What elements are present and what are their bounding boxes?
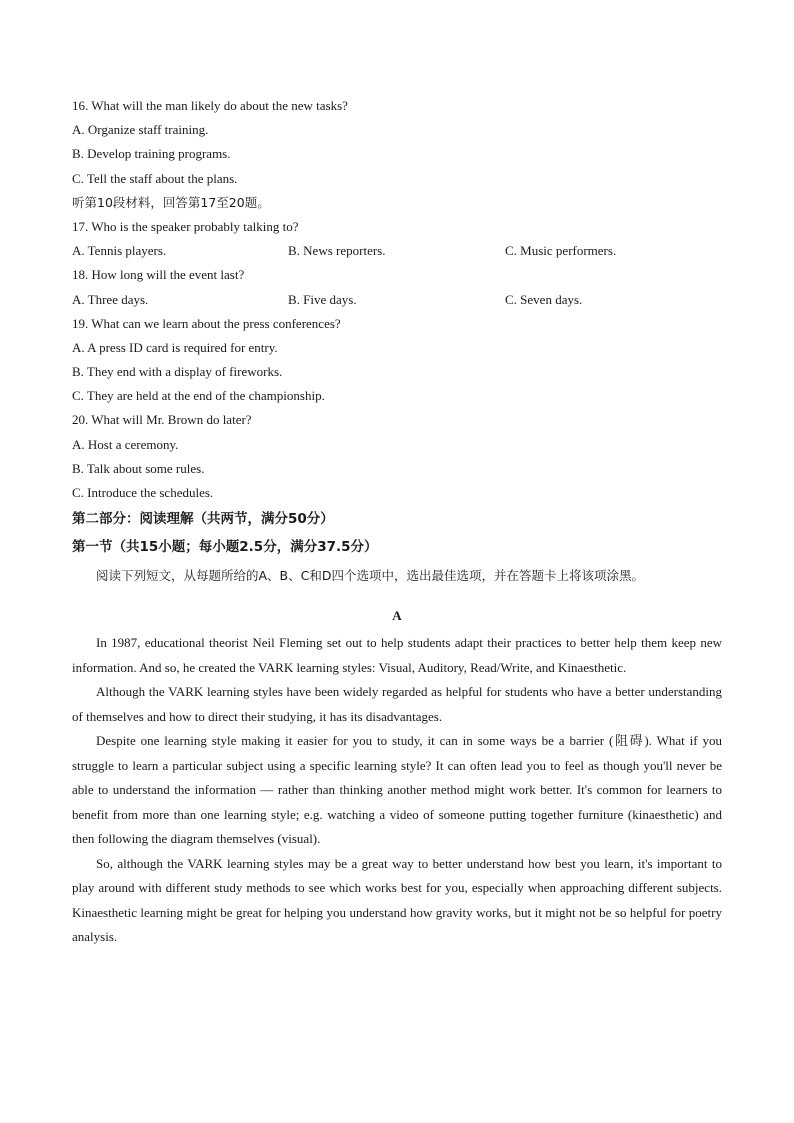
passage-paragraph: So, although the VARK learning styles may be a great way to better understand how best you learn, it's important to play around with different study methods to see which works best for you, especially when approaching different subjects. Kinaesthetic learning might be great for helping you understand how gravity works, but it might not be so helpful for poetry analysis. <box>72 855 722 945</box>
question-18-option-c: C. Seven days. <box>505 291 583 307</box>
question-18-option-a: A. Three days. <box>72 291 149 307</box>
question-16-option-a: A. Organize staff training. <box>72 122 209 138</box>
part-2-heading: 第二部分：阅读理解（共两节，满分50分） <box>72 511 334 528</box>
question-20-stem: 20. What will Mr. Brown do later? <box>72 412 252 428</box>
passage-paragraph: In 1987, educational theorist Neil Fleming set out to help students adapt their practices to better help them keep new information. And so, he created the VARK learning styles: Visual, Auditory, Read/Write, and Kinaesthetic. <box>72 635 722 675</box>
question-20-option-c: C. Introduce the schedules. <box>72 485 214 500</box>
question-17-option-c: C. Music performers. <box>505 243 617 259</box>
question-16-stem: 16. What will the man likely do about the new tasks? <box>72 98 348 113</box>
question-20-option-a: A. Host a ceremony. <box>72 436 179 452</box>
question-18-stem: 18. How long will the event last? <box>72 267 245 283</box>
section-10-intro: 听第10段材料，回答第17至20题。 <box>72 194 270 210</box>
question-20-option-b: B. Talk about some rules. <box>72 460 205 476</box>
exam-page <box>72 94 722 950</box>
question-16-option-c: C. Tell the staff about the plans. <box>72 170 238 186</box>
question-16-option-b: B. Develop training programs. <box>72 146 231 162</box>
question-18-options <box>72 288 722 312</box>
question-17-stem: 17. Who is the speaker probably talking to? <box>72 218 299 234</box>
passage-paragraph: Despite one learning style making it easier for you to study, it can in some ways be a barrier (阻碍). What if you struggle to learn a particular subject using a specific learning style? It can often lead you to feel as though you'll never be able to understand the information — rather than thinking another method might work better. It's common for learners to benefit from more than one learning style; e.g. watching a video of someone putting together furniture (kinaesthetic) and then following the diagram themselves (visual). <box>72 733 722 847</box>
reading-instruction: 阅读下列短文，从每题所给的A、B、C和D四个选项中，选出最佳选项，并在答题卡上将该项涂黑。 <box>96 568 644 584</box>
question-19-option-a: A. A press ID card is required for entry. <box>72 339 278 355</box>
question-19-stem: 19. What can we learn about the press conferences? <box>72 315 341 331</box>
question-19-option-b: B. They end with a display of fireworks. <box>72 364 283 380</box>
passage-paragraph: Although the VARK learning styles have been widely regarded as helpful for students who have a better understanding of themselves and how to direct their studying, it has its disadvantages. <box>72 684 722 724</box>
passage-title: A <box>392 608 402 624</box>
question-17-option-b: B. News reporters. <box>288 243 386 259</box>
question-19-option-c: C. They are held at the end of the championship. <box>72 388 325 404</box>
question-17-options <box>72 239 722 263</box>
question-18-option-b: B. Five days. <box>288 291 357 307</box>
question-17-option-a: A. Tennis players. <box>72 243 167 259</box>
section-1-heading: 第一节（共15小题；每小题2.5分，满分37.5分） <box>72 539 378 556</box>
